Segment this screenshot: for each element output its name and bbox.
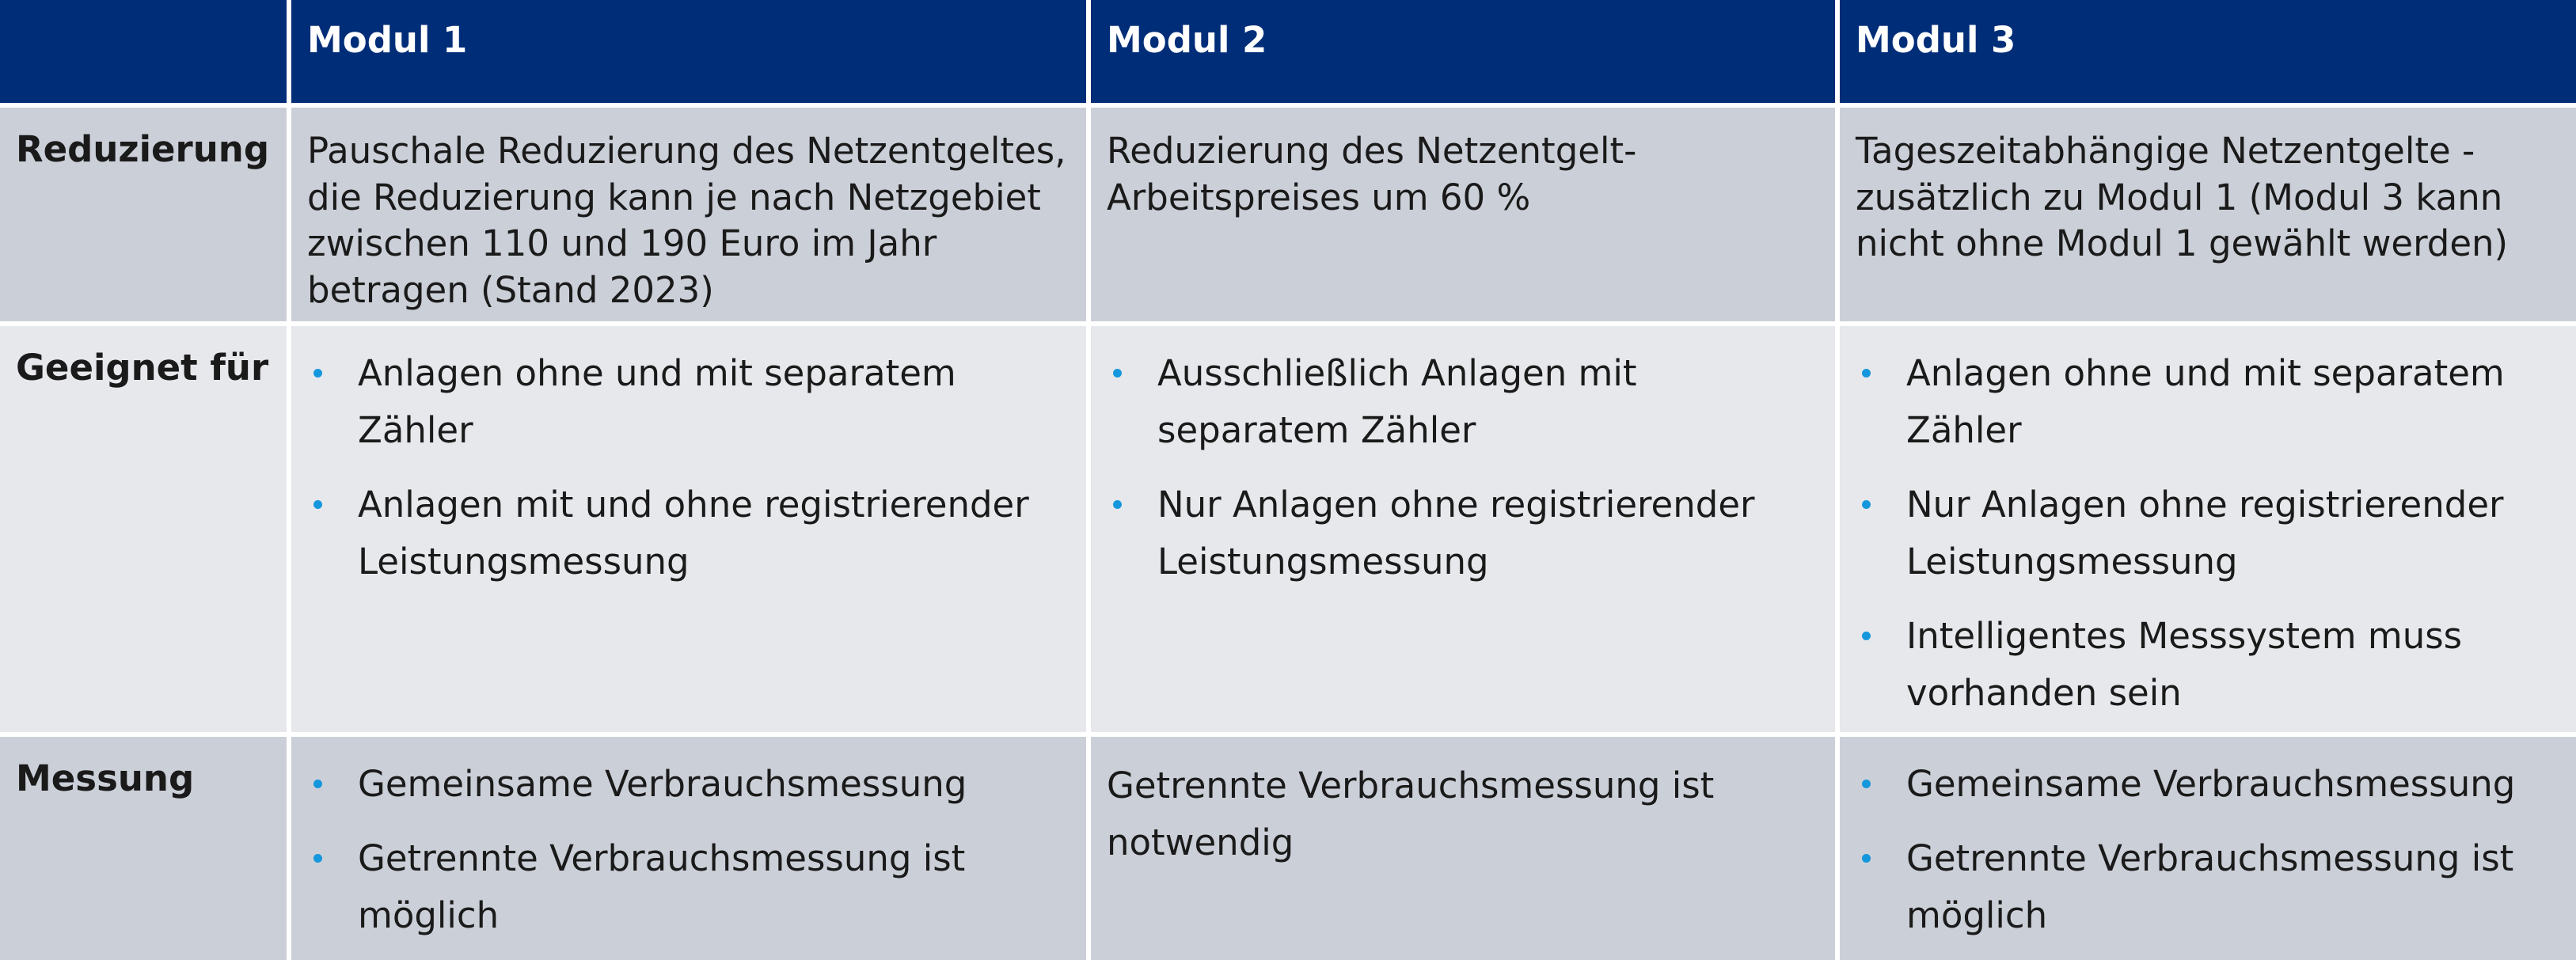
cell-geeignet-modul-3	[1840, 326, 2576, 732]
cell-messung-modul-3	[1840, 737, 2576, 960]
cell-geeignet-modul-1	[291, 326, 1086, 732]
list-item: Intelligentes Messsystem muss vorhanden sein	[1856, 608, 2574, 722]
cell-messung-modul-1	[291, 737, 1086, 960]
list-item: Anlagen mit und ohne registrierender Leistungsmessung	[307, 476, 1070, 590]
header-corner-cell	[0, 0, 287, 103]
cell-reduzierung-modul-1	[291, 108, 1086, 321]
bullet-list	[1856, 756, 2574, 944]
list-item: Ausschließlich Anlagen mit separatem Zähler	[1107, 345, 1819, 459]
row-label-reduzierung: Reduzierung	[0, 108, 287, 321]
cell-reduzierung-modul-3	[1840, 108, 2576, 321]
list-item: Nur Anlagen ohne registrierender Leistungsmessung	[1107, 476, 1819, 590]
cell-text: Pauschale Reduzierung des Netzentgeltes, die Reduzierung kann je nach Netzgebiet zwischen 110 und 190 Euro im Jahr betragen (Stand 2023)	[307, 130, 1066, 311]
bullet-list	[307, 345, 1070, 590]
bullet-list	[1107, 345, 1819, 590]
header-modul-1: Modul 1	[291, 0, 1086, 103]
cell-text: Tageszeitabhängige Netzentgelte - zusätzlich zu Modul 1 (Modul 3 kann nicht ohne Modul 1 gewählt werden)	[1856, 130, 2509, 264]
list-item: Anlagen ohne und mit separatem Zähler	[307, 345, 1070, 459]
row-label-geeignet: Geeignet für	[0, 326, 287, 732]
cell-text: Reduzierung des Netzentgelt-Arbeitspreises um 60 %	[1107, 130, 1637, 218]
list-item: Gemeinsame Verbrauchsmessung	[307, 756, 1070, 813]
bullet-list	[307, 756, 1070, 944]
cell-geeignet-modul-2	[1091, 326, 1835, 732]
header-modul-3: Modul 3	[1840, 0, 2576, 103]
list-item: Anlagen ohne und mit separatem Zähler	[1856, 345, 2574, 459]
bullet-list	[1856, 345, 2574, 722]
cell-messung-modul-2	[1091, 737, 1835, 960]
cell-text: Getrennte Verbrauchsmessung ist notwendig	[1107, 765, 1715, 863]
list-item: Gemeinsame Verbrauchsmessung	[1856, 756, 2574, 813]
header-modul-2: Modul 2	[1091, 0, 1835, 103]
cell-reduzierung-modul-2	[1091, 108, 1835, 321]
list-item: Getrennte Verbrauchsmessung ist möglich	[307, 830, 1070, 944]
list-item: Nur Anlagen ohne registrierender Leistungsmessung	[1856, 476, 2574, 590]
list-item: Getrennte Verbrauchsmessung ist möglich	[1856, 830, 2574, 944]
row-label-messung: Messung	[0, 737, 287, 960]
